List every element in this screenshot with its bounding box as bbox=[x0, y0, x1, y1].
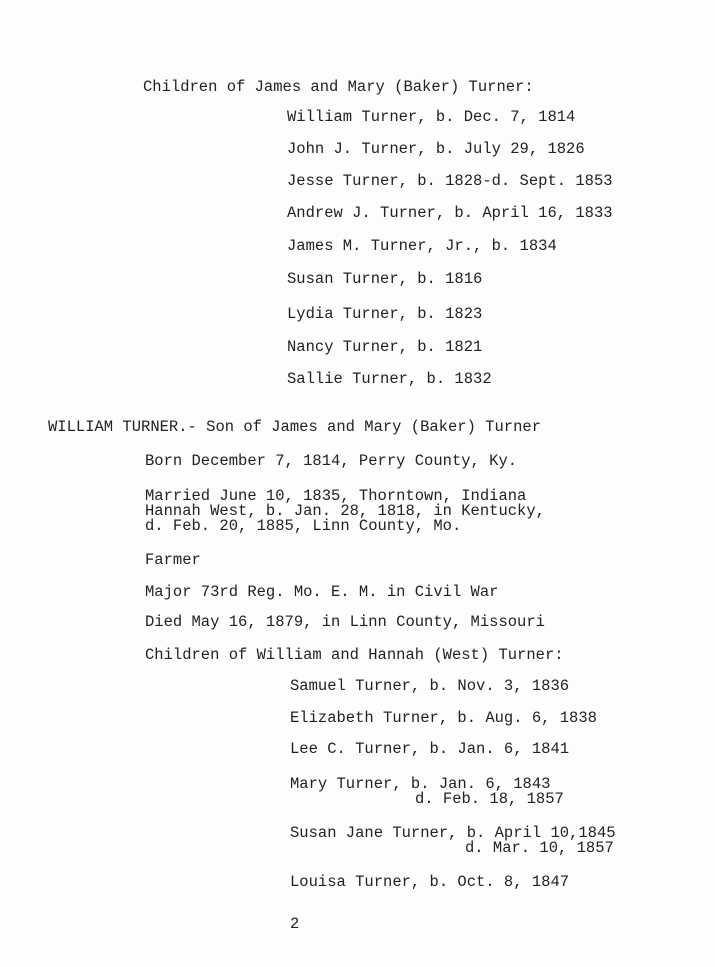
children-heading: Children of William and Hannah (West) Turner: bbox=[145, 646, 564, 664]
child-entry: Lydia Turner, b. 1823 bbox=[287, 305, 483, 323]
born-line: Born December 7, 1814, Perry County, Ky. bbox=[145, 452, 518, 470]
child-entry: Louisa Turner, b. Oct. 8, 1847 bbox=[290, 873, 570, 891]
intro-heading: Children of James and Mary (Baker) Turner: bbox=[143, 78, 534, 96]
child-entry: Jesse Turner, b. 1828-d. Sept. 1853 bbox=[287, 172, 613, 190]
child-entry: Samuel Turner, b. Nov. 3, 1836 bbox=[290, 677, 570, 695]
child-entry: James M. Turner, Jr., b. 1834 bbox=[287, 237, 557, 255]
child-entry: William Turner, b. Dec. 7, 1814 bbox=[287, 108, 576, 126]
child-entry: Sallie Turner, b. 1832 bbox=[287, 370, 492, 388]
child-entry: Mary Turner, b. Jan. 6, 1843 bbox=[290, 775, 551, 793]
section-title bbox=[48, 419, 541, 435]
page-number: 2 bbox=[290, 915, 300, 933]
section-title-rest: .- Son of James and Mary (Baker) Turner bbox=[178, 418, 541, 436]
child-entry: Lee C. Turner, b. Jan. 6, 1841 bbox=[290, 740, 570, 758]
child-entry: Susan Jane Turner, b. April 10,1845 bbox=[290, 824, 616, 842]
child-entry: Nancy Turner, b. 1821 bbox=[287, 338, 483, 356]
married-line: Married June 10, 1835, Thorntown, Indiana bbox=[145, 487, 527, 505]
section-name: WILLIAM TURNER bbox=[48, 418, 179, 436]
child-entry: Susan Turner, b. 1816 bbox=[287, 270, 483, 288]
child-entry: Elizabeth Turner, b. Aug. 6, 1838 bbox=[290, 709, 597, 727]
child-entry: Andrew J. Turner, b. April 16, 1833 bbox=[287, 204, 613, 222]
child-death: d. Feb. 18, 1857 bbox=[415, 790, 564, 808]
child-death: d. Mar. 10, 1857 bbox=[465, 839, 614, 857]
spouse-death-line: d. Feb. 20, 1885, Linn County, Mo. bbox=[145, 517, 462, 535]
child-entry: John J. Turner, b. July 29, 1826 bbox=[287, 140, 585, 158]
spouse-line: Hannah West, b. Jan. 28, 1818, in Kentucky, bbox=[145, 502, 545, 520]
occupation-line: Farmer bbox=[145, 551, 201, 569]
military-line: Major 73rd Reg. Mo. E. M. in Civil War bbox=[145, 583, 499, 601]
died-line: Died May 16, 1879, in Linn County, Missouri bbox=[145, 613, 545, 631]
